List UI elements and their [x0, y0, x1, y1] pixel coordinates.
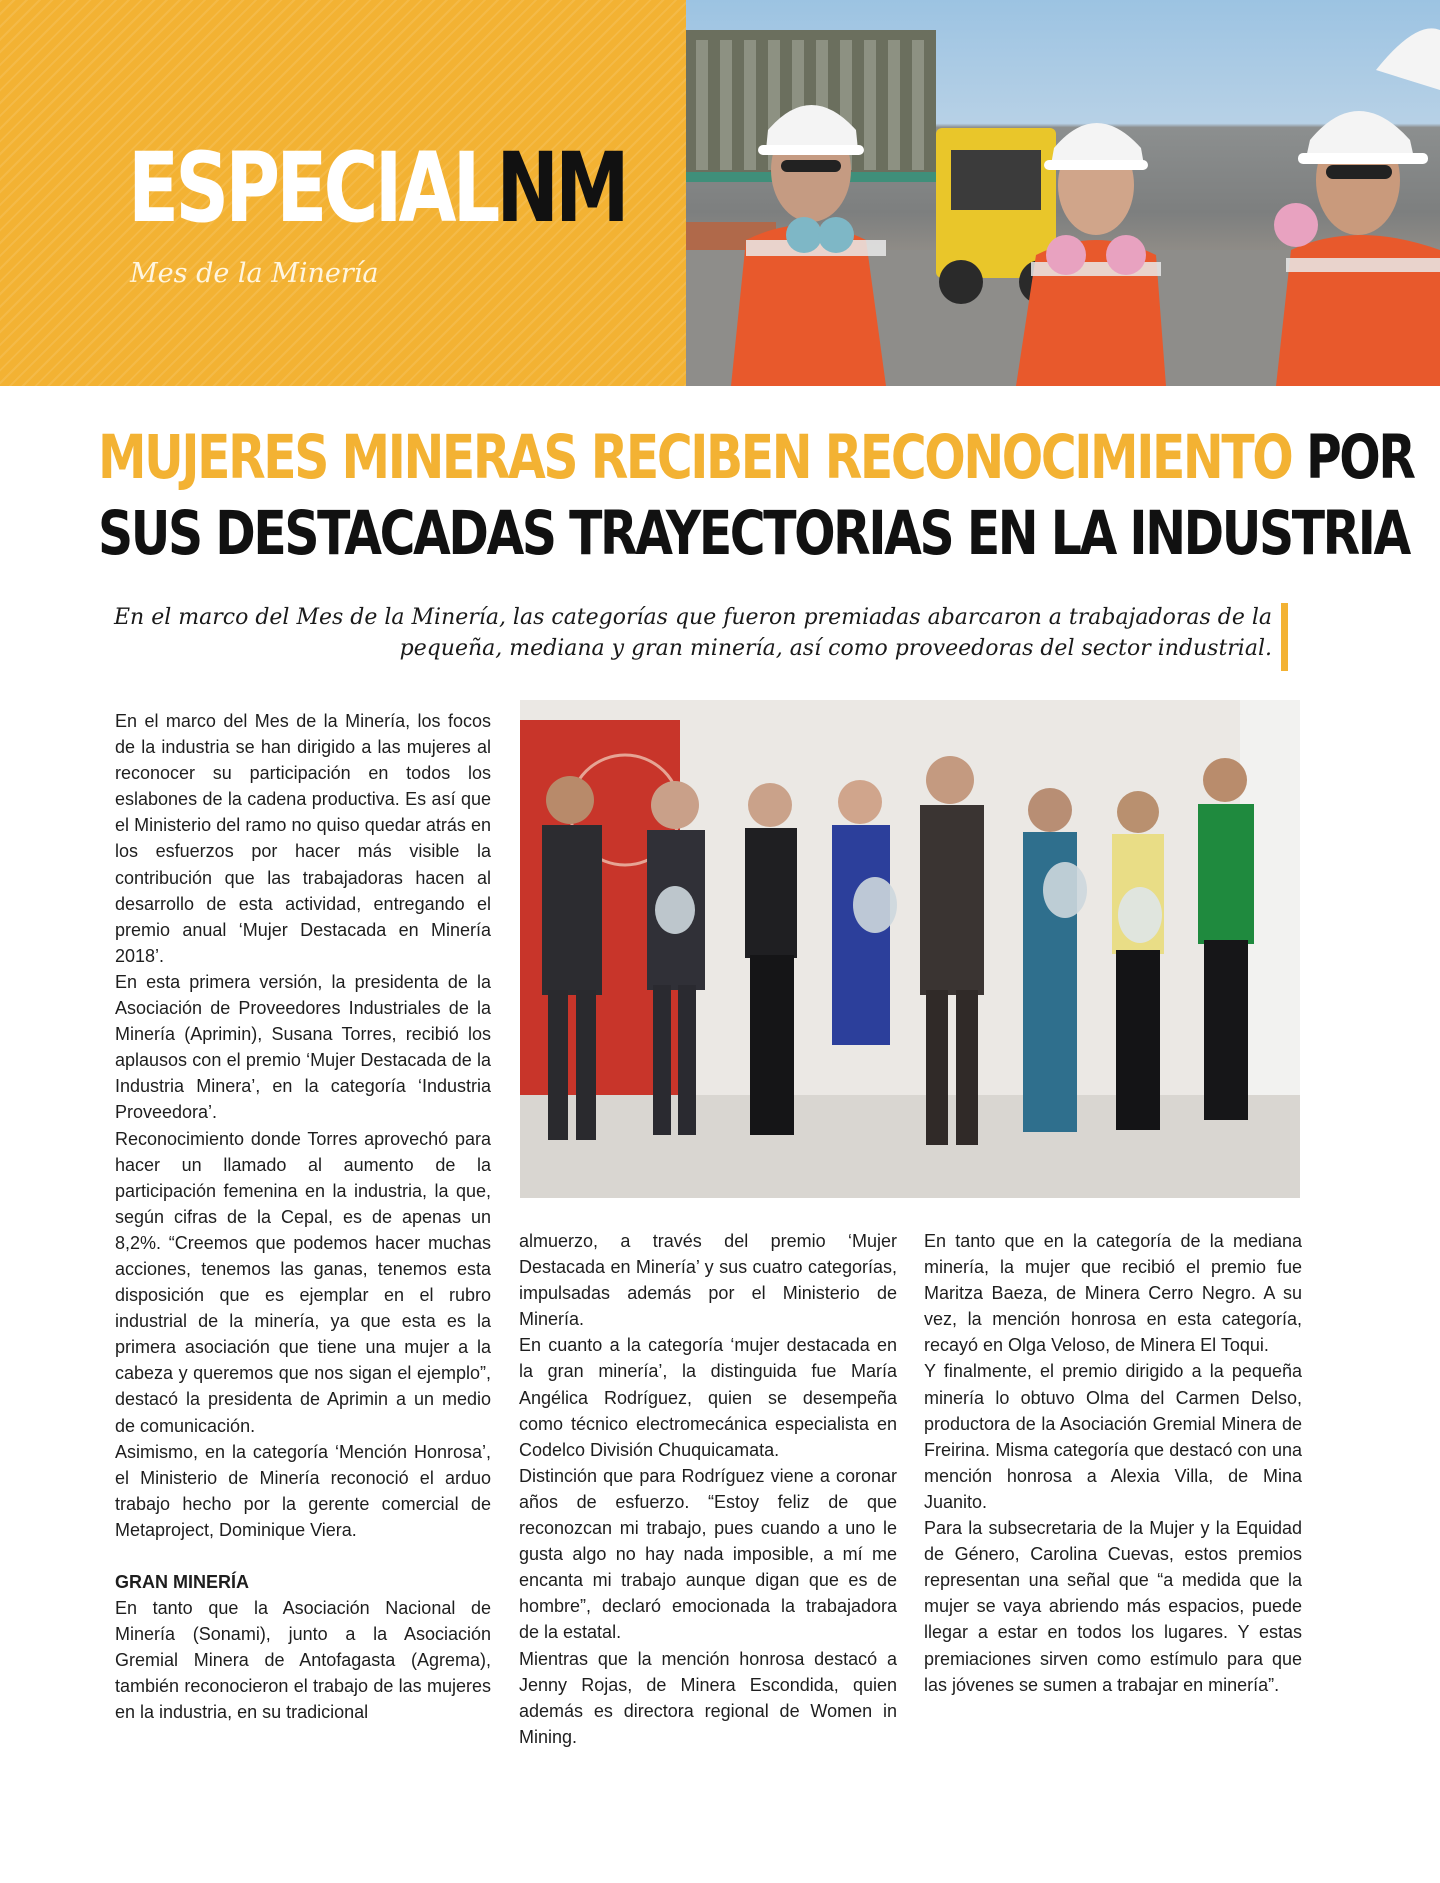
subhead-line-2: pequeña, mediana y gran minería, así como proveedoras del sector industrial. — [399, 636, 1272, 661]
col1-paragraph: En tanto que la Asociación Nacional de Minería (Sonami), junto a la Asociación Gremial Minera de Antofagasta (Agrema), también reconocieron el trabajo de las mujeres en la industria, en su tradicional — [115, 1598, 491, 1723]
header-band — [0, 0, 686, 386]
headline-yellow: MUJERES MINERAS RECIBEN RECONOCIMIENTO — [98, 422, 1292, 493]
headline-black-2: SUS DESTACADAS TRAYECTORIAS EN LA INDUSTRIA — [98, 498, 1409, 569]
brand-especial: ESPECIAL — [128, 132, 497, 244]
col3-paragraph: En tanto que en la categoría de la mediana minería, la mujer que recibió el premio fue Maritza Baeza, de Minera Cerro Negro. A su vez, la mención honrosa en esta categoría, recayó en Olga Veloso, de Minera El Toqui. — [924, 1231, 1302, 1356]
photo-award-ceremony — [520, 700, 1300, 1198]
article-column-3 — [924, 1228, 1302, 1698]
col1-paragraph: En el marco del Mes de la Minería, los focos de la industria se han dirigido a las mujeres al reconocer su participación en todos los eslabones de la cadena productiva. Es así que el Ministerio del ramo no quiso quedar atrás en los esfuerzos por hacer más visible la contribución que las trabajadoras hacen al desarrollo de esta actividad, entregando el premio anual ‘Mujer Destacada en Minería 2018’. — [115, 711, 491, 966]
section-heading-gran-mineria: GRAN MINERÍA — [115, 1572, 249, 1592]
col1-paragraph: Asimismo, en la categoría ‘Mención Honrosa’, el Ministerio de Minería reconoció el arduo trabajo hecho por la gerente comercial de Metaproject, Dominique Viera. — [115, 1441, 491, 1540]
col3-paragraph: Para la subsecretaria de la Mujer y la Equidad de Género, Carolina Cuevas, estos premios representan una señal que “a medida que la mujer se vaya abriendo más espacios, puede llegar a estar en todos los lugares. Y estas premiaciones sirven como estímulo para que las jóvenes se sumen a trabajar en minería”. — [924, 1518, 1302, 1695]
subhead-line-1: En el marco del Mes de la Minería, las categorías que fueron premiadas abarcaron a trabajadoras de la — [114, 605, 1272, 630]
col2-paragraph: En cuanto a la categoría ‘mujer destacada en la gran minería’, la distinguida fue María Angélica Rodríguez, quien se desempeña como técnico electromecánica especialista en Codelco División Chuquicamata. — [519, 1335, 897, 1460]
article-column-2 — [519, 1228, 897, 1750]
brand-nm: NM — [496, 132, 626, 244]
brand-logo — [128, 128, 626, 248]
headline-black-1: POR — [1305, 422, 1414, 493]
photo-women-miners — [686, 0, 1440, 386]
photo-award-ceremony-illustration — [520, 700, 1300, 1198]
subhead — [110, 602, 1272, 664]
photo-women-miners-illustration — [686, 0, 1440, 386]
col1-paragraph: Reconocimiento donde Torres aprovechó para hacer un llamado al aumento de la participación femenina en la industria, la que, según cifras de la Cepal, es de apenas un 8,2%. “Creemos que podemos hacer muchas acciones, tenemos las ganas, tenemos esta disposición que es ejemplar en el rubro industrial de la minería, ya que esta es la primera asociación que tiene una mujer a la cabeza y queremos que nos sigan el ejemplo”, destacó la presidenta de Aprimin a un medio de comunicación. — [115, 1128, 491, 1436]
col2-paragraph: Distinción que para Rodríguez viene a coronar años de esfuerzo. “Estoy feliz de que reconozcan mi trabajo, pues cuando a uno le gusta algo no hay nada imposible, a mí me encanta mi trabajo aunque digan que es de hombre”, declaró emocionada la trabajadora de la estatal. — [519, 1465, 897, 1643]
headline — [98, 420, 1414, 572]
subhead-accent-bar — [1281, 603, 1288, 671]
col1-paragraph: En esta primera versión, la presidenta de la Asociación de Proveedores Industriales de la Minería (Aprimin), Susana Torres, recibió los aplausos con el premio ‘Mujer Destacada de la Industria Minera’, en la categoría ‘Industria Proveedora’. — [115, 971, 491, 1123]
col2-paragraph: almuerzo, a través del premio ‘Mujer Destacada en Minería’ y sus cuatro categorías, impulsadas además por el Ministerio de Minería. — [519, 1231, 897, 1330]
article-column-1 — [115, 708, 491, 1725]
col2-paragraph: Mientras que la mención honrosa destacó a Jenny Rojas, de Minera Escondida, quien además es directora regional de Women in Mining. — [519, 1648, 897, 1747]
col3-paragraph: Y finalmente, el premio dirigido a la pequeña minería lo obtuvo Olma del Carmen Delso, productora de la Asociación Gremial Minera de Freirina. Misma categoría que destacó con una mención honrosa a Alexia Villa, de Mina Juanito. — [924, 1361, 1302, 1512]
brand-subtitle: Mes de la Minería — [130, 258, 379, 289]
